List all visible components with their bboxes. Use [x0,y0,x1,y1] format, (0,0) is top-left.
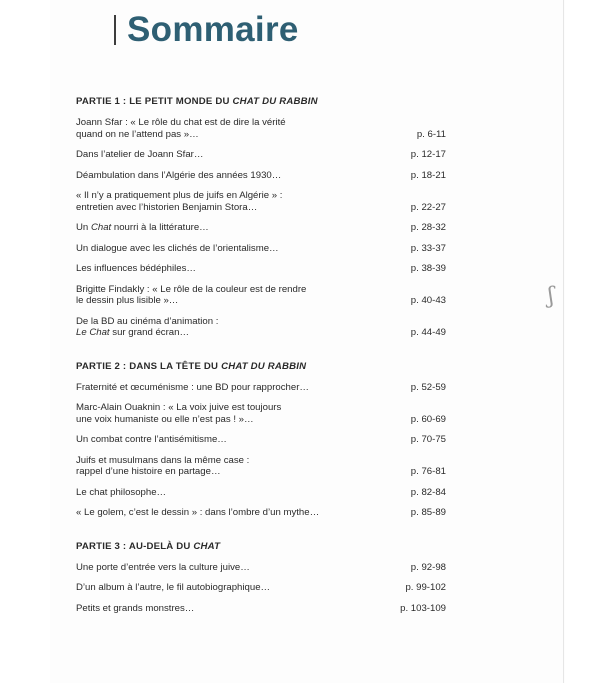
toc-entry [76,382,446,394]
toc-entry [76,243,446,255]
toc-part [76,96,446,339]
pen-mark: ʃ [548,284,554,309]
entry-title-line [76,190,376,202]
entry-page-number: p. 52-59 [410,381,446,393]
entry-title-text: le dessin plus lisible »… [76,295,179,306]
entry-title-line [76,170,376,182]
entry-title-text: « Il n’y a pratiquement plus de juifs en Algérie » : [76,190,283,201]
entry-page-number: p. 60-69 [410,413,446,425]
entry-page-number: p. 92-98 [410,561,446,573]
entry-title-text: Un combat contre l’antisémitisme… [76,434,227,445]
entry-title-text: Les influences bédéphiles… [76,263,197,274]
entry-page-number: p. 70-75 [410,434,446,445]
entry-page-number: p. 103-109 [400,602,446,614]
page-title: Sommaire [127,10,299,49]
entry-title-text: Juifs et musulmans dans la même case : [76,454,250,466]
part-heading [76,541,446,553]
entry-title-text: Joann Sfar : « Le rôle du chat est de dire la vérité [76,117,286,128]
entry-title-line [76,402,376,414]
entry-title-text: quand on ne l’attend pas »… [76,128,199,140]
entry-title-text: Marc-Alain Ouaknin : « La voix juive est toujours [76,402,282,413]
entry-page-number: p. 99-102 [405,582,446,593]
toc-entry [76,149,446,161]
entry-title [76,487,376,499]
entry-title-line [76,562,376,574]
entry-title [76,603,376,615]
toc-entry [76,402,446,425]
entry-title-line [76,327,376,339]
toc-entry [76,170,446,182]
toc-part [76,541,446,615]
entry-title-text: Un [76,222,91,233]
entry-title [76,507,376,519]
toc-entry [76,263,446,275]
entry-page-number: p. 22-27 [410,201,446,213]
entry-title-text: Le chat philosophe… [76,486,167,498]
entry-title-line [76,382,376,394]
part-heading-text: PARTIE 2 : DANS LA TÊTE DU [76,360,222,372]
entry-title [76,582,376,594]
entry-title-line [76,243,376,255]
toc-part [76,361,446,519]
toc-entry [76,507,446,519]
entry-title-text: entretien avec l’historien Benjamin Stora… [76,201,258,213]
entry-page-number: p. 12-17 [410,149,446,160]
entry-title [76,117,376,140]
entry-title-text: Fraternité et œcuménisme : une BD pour rapprocher… [76,381,310,393]
entry-title-text: « Le golem, c’est le dessin » : dans l’ombre d’un mythe… [76,507,320,518]
entry-title-line [76,117,376,129]
entry-page-number: p. 76-81 [410,466,446,477]
entry-title [76,149,376,161]
entry-page-number: p. 18-21 [410,169,446,181]
part-heading-italic: CHAT [193,540,221,552]
entry-page-number: p. 38-39 [410,263,446,274]
toc-entry [76,487,446,499]
part-heading [76,96,446,108]
entry-title-line [76,316,376,328]
entry-title-line [76,129,376,141]
entry-title [76,562,376,574]
toc-entry [76,582,446,594]
toc-entry [76,316,446,339]
entry-title [76,170,376,182]
entry-title [76,434,376,446]
toc-entry [76,284,446,307]
entry-title-text: une voix humaniste ou elle n’est pas ! »… [76,413,254,425]
entry-page-number: p. 82-84 [410,486,446,498]
entry-page-number: p. 44-49 [410,327,446,338]
entry-title-text: rappel d’une histoire en partage… [76,466,221,477]
entry-page-number: p. 40-43 [410,295,446,306]
entry-title-line [76,149,376,161]
entry-title [76,190,376,213]
entry-title-line [76,487,376,499]
entry-page-number: p. 28-32 [410,222,446,233]
entry-title-line [76,455,376,467]
entry-title-italic: Chat [90,222,112,233]
entry-title [76,222,376,234]
entry-title-line [76,582,376,594]
entry-title-line [76,414,376,426]
toc-entry [76,117,446,140]
entry-title-text: D’un album à l’autre, le fil autobiographique… [76,582,271,593]
entry-page-number: p. 33-37 [410,242,446,254]
part-heading-text: PARTIE 3 : AU-DELÀ DU [76,540,194,552]
toc-entry [76,190,446,213]
entry-title-line [76,295,376,307]
entry-title-text: Un dialogue avec les clichés de l’orientalisme… [76,242,279,254]
entry-title [76,316,376,339]
entry-title-line [76,507,376,519]
entry-title-text: Dans l’atelier de Joann Sfar… [76,149,204,160]
entry-title [76,402,376,425]
entry-title-text: Une porte d’entrée vers la culture juive… [76,561,250,573]
entry-title-line [76,222,376,234]
entry-page-number: p. 6-11 [416,128,446,140]
part-heading-italic: CHAT DU RABBIN [232,96,318,107]
entry-title-italic: Le Chat [76,327,110,338]
part-heading-italic: CHAT DU RABBIN [221,360,307,372]
page-edge [563,0,564,683]
table-of-contents [76,96,446,623]
toc-entry [76,562,446,574]
toc-entry [76,455,446,478]
entry-title [76,382,376,394]
toc-entry [76,434,446,446]
toc-entry [76,222,446,234]
entry-title [76,263,376,275]
part-heading [76,361,446,373]
part-heading-text: PARTIE 1 : LE PETIT MONDE DU [76,96,233,107]
entry-title-line [76,284,376,296]
entry-title-text: De la BD au cinéma d’animation : [76,315,219,327]
entry-title [76,455,376,478]
entry-title-text: Déambulation dans l’Algérie des années 1930… [76,169,282,181]
entry-title-line [76,263,376,275]
entry-title-line [76,202,376,214]
entry-title-text: nourri à la littérature… [111,222,209,233]
entry-title-line [76,434,376,446]
entry-title-text: Petits et grands monstres… [76,602,195,614]
entry-title-text: Brigitte Findakly : « Le rôle de la couleur est de rendre [76,283,307,295]
entry-title-line [76,603,376,615]
entry-page-number: p. 85-89 [410,507,446,518]
entry-title-line [76,466,376,478]
entry-title [76,243,376,255]
entry-title-text: sur grand écran… [109,327,190,338]
toc-entry [76,603,446,615]
title-accent-bar [114,15,116,45]
entry-title [76,284,376,307]
